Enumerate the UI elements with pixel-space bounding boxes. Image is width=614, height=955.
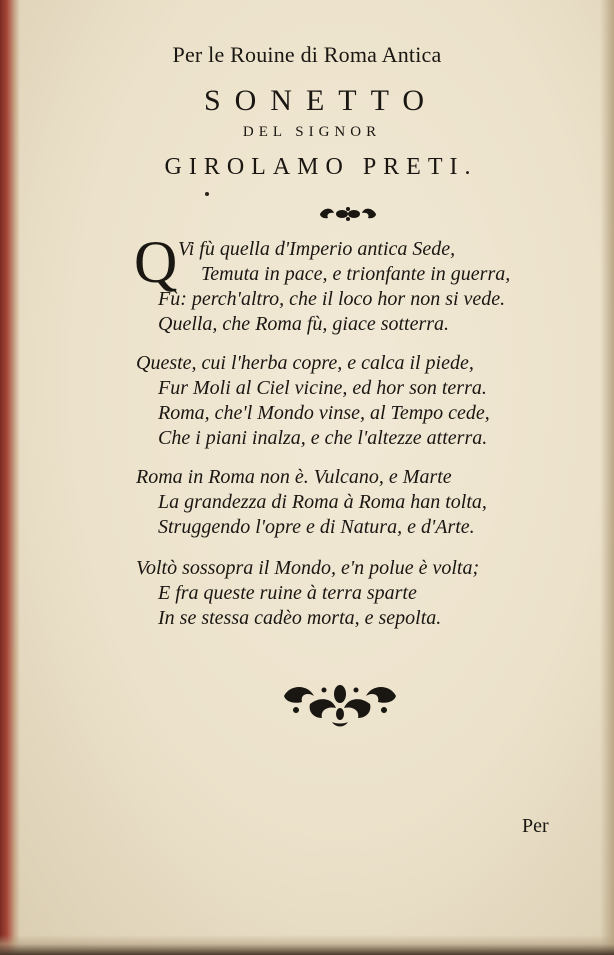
running-head: Per le Rouine di Roma Antica	[172, 42, 442, 67]
author-name: GIROLAMO PRETI.	[164, 154, 478, 180]
poem-line: Vi fù quella d'Imperio antica Sede,	[178, 238, 456, 260]
poem-line: Queste, cui l'herba copre, e calca il piede,	[136, 352, 474, 374]
floral-ornament-icon	[280, 682, 400, 730]
poem-line: La grandezza di Roma à Roma han tolta,	[158, 491, 487, 513]
drop-cap: Q	[134, 229, 178, 295]
poem-line: Roma, che'l Mondo vinse, al Tempo cede,	[158, 402, 490, 424]
poem-line: E fra queste ruine à terra sparte	[158, 582, 417, 604]
page-title: SONETTO	[203, 84, 439, 117]
poem-line: Temuta in pace, e trionfante in guerra,	[201, 263, 511, 285]
catchword: Per	[522, 815, 549, 837]
poem-line: Quella, che Roma fù, giace sotterra.	[158, 313, 450, 335]
poem-line: Fur Moli al Ciel vicine, ed hor son terra.	[158, 377, 487, 399]
poem-line: Che i piani inalza, e che l'altezze atterra.	[158, 427, 488, 449]
subtitle: DEL SIGNOR	[242, 124, 382, 140]
poem-line: Fù: perch'altro, che il loco hor non si vede.	[158, 288, 506, 310]
poem-line: Struggendo l'opre e di Natura, e d'Arte.	[158, 516, 475, 538]
poem-line: In se stessa cadèo morta, e sepolta.	[158, 607, 442, 629]
poem-line: Voltò sossopra il Mondo, e'n polue è volta;	[136, 557, 480, 579]
poem-line: Roma in Roma non è. Vulcano, e Marte	[136, 466, 452, 488]
